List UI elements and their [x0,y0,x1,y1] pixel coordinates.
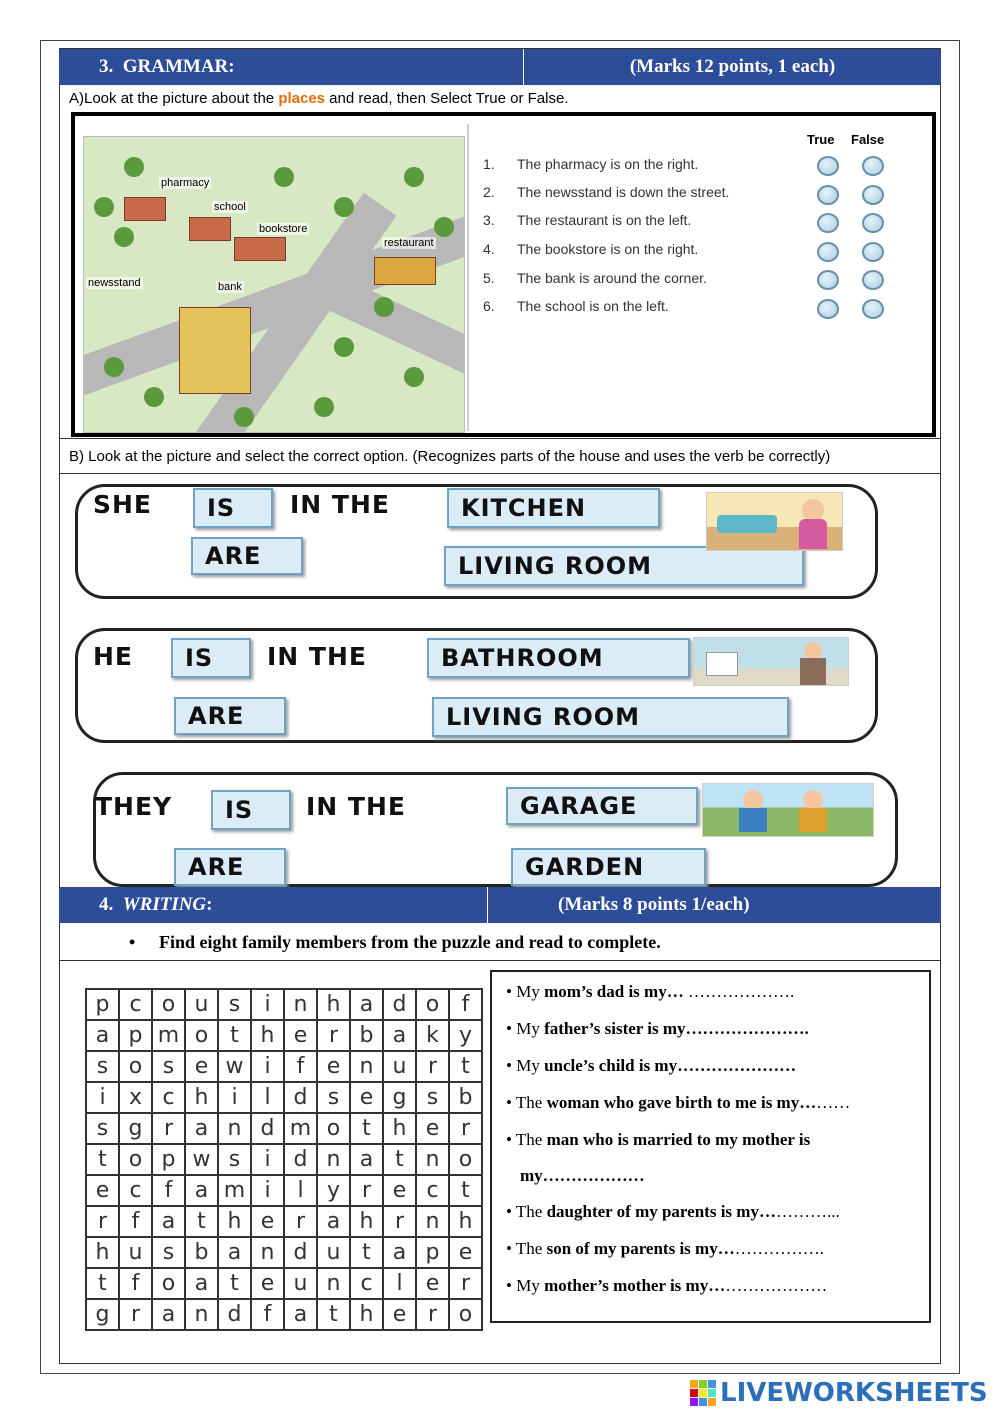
false-radio-2[interactable] [862,185,884,205]
puzzle-cell[interactable]: o [416,989,449,1020]
map-label-school: school [214,201,246,213]
puzzle-cell[interactable]: b [350,1020,383,1051]
puzzle-row [86,1299,482,1330]
puzzle-cell[interactable]: a [350,989,383,1020]
statement-6: 6. The school is on the left. [483,298,669,314]
puzzle-cell[interactable]: n [284,989,317,1020]
map-label-restaurant: restaurant [384,237,434,249]
clue-line [506,1202,840,1222]
puzzle-cell[interactable]: r [119,1299,152,1330]
writing-marks: (Marks 8 points 1/each) [558,894,750,915]
statement-2: 2. The newsstand is down the street. [483,184,730,200]
puzzle-row [86,1268,482,1299]
clue-line [506,1093,850,1113]
town-map-image [83,136,465,433]
puzzle-cell[interactable]: s [416,1082,449,1113]
puzzle-cell[interactable]: x [119,1082,152,1113]
puzzle-cell[interactable]: c [416,1175,449,1206]
puzzle-cell[interactable]: y [317,1175,350,1206]
puzzle-cell[interactable]: e [383,1299,416,1330]
option-garden[interactable]: GARDEN [511,848,706,886]
option-is-3[interactable]: IS [211,790,291,830]
puzzle-cell[interactable]: f [251,1299,284,1330]
puzzle-cell[interactable]: n [317,1268,350,1299]
puzzle-cell[interactable]: n [416,1144,449,1175]
puzzle-row [86,1237,482,1268]
puzzle-cell[interactable]: t [218,1268,251,1299]
puzzle-cell[interactable]: t [218,1020,251,1051]
puzzle-cell[interactable]: r [449,1113,482,1144]
liveworksheets-logo [690,1378,988,1408]
puzzle-cell[interactable]: t [449,1051,482,1082]
puzzle-cell[interactable]: b [449,1082,482,1113]
puzzle-cell[interactable]: f [152,1175,185,1206]
old-man-illustration [693,637,849,686]
puzzle-cell[interactable]: a [218,1237,251,1268]
word-search-puzzle[interactable] [85,988,483,1331]
statement-5: 5. The bank is around the corner. [483,270,707,286]
puzzle-cell[interactable]: c [119,1175,152,1206]
puzzle-cell[interactable]: i [251,1051,284,1082]
puzzle-cell[interactable]: m [284,1113,317,1144]
puzzle-cell[interactable]: e [284,1020,317,1051]
puzzle-cell[interactable]: e [185,1051,218,1082]
in-the-1: IN THE [290,490,390,519]
clue-lead: The [515,1130,547,1149]
subject-he: HE [93,642,134,671]
true-radio-3[interactable] [817,213,839,233]
puzzle-cell[interactable]: r [86,1206,119,1237]
subject-they: THEY [95,792,173,821]
true-radio-6[interactable] [817,299,839,319]
places-highlight: places [278,90,326,107]
puzzle-cell[interactable]: t [317,1299,350,1330]
bullet: • [506,1019,517,1038]
bullet: • [506,1202,516,1221]
logo-text: LIVEWORKSHEETS [720,1378,988,1408]
puzzle-row [86,1113,482,1144]
statement-4: 4. The bookstore is on the right. [483,241,699,257]
puzzle-cell[interactable]: t [86,1144,119,1175]
clue-text: mother’s mother is my… [544,1276,726,1295]
puzzle-cell[interactable]: t [383,1144,416,1175]
map-label-bookstore: bookstore [259,223,308,235]
puzzle-cell[interactable]: h [185,1082,218,1113]
puzzle-cell[interactable]: o [152,1268,185,1299]
clue-line [506,1276,827,1296]
puzzle-cell[interactable]: s [218,1144,251,1175]
option-living-room-2[interactable]: LIVING ROOM [432,697,789,737]
puzzle-cell[interactable]: g [383,1082,416,1113]
puzzle-cell[interactable]: e [86,1175,119,1206]
puzzle-cell[interactable]: w [185,1144,218,1175]
subject-she: SHE [93,490,153,519]
clue-text: daughter of my parents is my… [546,1202,776,1221]
writing-instruction: Find eight family members from the puzzle and read to complete. [159,932,661,952]
clue-text: my……………… [520,1166,645,1185]
answer-blank[interactable]: ……………… [725,1276,828,1295]
puzzle-cell[interactable]: a [383,1020,416,1051]
option-kitchen[interactable]: KITCHEN [447,488,660,528]
puzzle-cell[interactable]: r [284,1206,317,1237]
puzzle-cell[interactable]: u [317,1237,350,1268]
puzzle-cell[interactable]: r [383,1206,416,1237]
puzzle-cell[interactable]: c [152,1082,185,1113]
puzzle-cell[interactable]: i [86,1082,119,1113]
puzzle-cell[interactable]: h [86,1237,119,1268]
true-header: True [807,132,835,147]
option-is-2[interactable]: IS [171,638,251,678]
puzzle-cell[interactable]: l [251,1082,284,1113]
places-exercise [71,112,936,437]
logo-square [699,1380,707,1388]
clue-text: uncle’s child is my………………… [544,1056,797,1075]
bullet: • [506,1056,517,1075]
puzzle-cell[interactable]: d [284,1237,317,1268]
clue-text: mom’s dad is my… [544,982,684,1001]
puzzle-cell[interactable]: r [449,1268,482,1299]
logo-icon [690,1380,716,1406]
puzzle-cell[interactable]: i [251,1144,284,1175]
part-b-instruction: B) Look at the picture and select the correct option. (Recognizes parts of the house and uses the verb be correctly) [59,444,941,474]
puzzle-cell[interactable]: i [251,1175,284,1206]
puzzle-cell[interactable]: o [449,1144,482,1175]
false-radio-3[interactable] [862,213,884,233]
puzzle-cell[interactable]: a [185,1175,218,1206]
puzzle-cell[interactable]: r [317,1020,350,1051]
girl-illustration [706,492,843,551]
clue-lead: The [515,1239,547,1258]
answer-blank[interactable]: ………... [775,1202,840,1221]
bullet: • [506,1130,516,1149]
puzzle-cell[interactable]: r [416,1299,449,1330]
puzzle-cell[interactable]: a [152,1299,185,1330]
map-label-bank: bank [218,281,242,293]
puzzle-cell[interactable]: e [383,1175,416,1206]
logo-square [708,1398,716,1406]
puzzle-cell[interactable]: p [152,1144,185,1175]
puzzle-cell[interactable]: t [449,1175,482,1206]
puzzle-cell[interactable]: a [383,1237,416,1268]
in-the-3: IN THE [306,792,406,821]
true-false-panel [467,124,925,431]
puzzle-cell[interactable]: o [449,1299,482,1330]
puzzle-cell[interactable]: e [317,1051,350,1082]
puzzle-cell[interactable]: o [317,1113,350,1144]
puzzle-cell[interactable]: i [218,1082,251,1113]
clue-lead: My [516,1019,545,1038]
puzzle-cell[interactable]: u [185,989,218,1020]
puzzle-cell[interactable]: r [416,1051,449,1082]
puzzle-cell[interactable]: s [152,1237,185,1268]
puzzle-row [86,1144,482,1175]
option-garage[interactable]: GARAGE [506,787,698,825]
grammar-header [59,49,941,85]
puzzle-cell[interactable]: e [350,1082,383,1113]
statement-1: 1. The pharmacy is on the right. [483,156,699,172]
true-radio-4[interactable] [817,242,839,262]
puzzle-cell[interactable]: p [119,1020,152,1051]
puzzle-cell[interactable]: o [119,1144,152,1175]
puzzle-cell[interactable]: n [416,1206,449,1237]
puzzle-cell[interactable]: n [251,1237,284,1268]
puzzle-cell[interactable]: u [383,1051,416,1082]
clue-text: son of my parents is my… [546,1239,735,1258]
clue-lead: The [515,1202,547,1221]
writing-title: WRITING [122,894,207,915]
clue-lead: My [516,1276,545,1295]
puzzle-cell[interactable]: p [416,1237,449,1268]
puzzle-cell[interactable]: d [284,1144,317,1175]
puzzle-cell[interactable]: m [152,1020,185,1051]
grammar-number: 3. [99,56,114,77]
bullet: • [506,1093,516,1112]
clue-text: woman who gave birth to me is my… [546,1093,817,1112]
answer-blank[interactable]: …… [816,1093,851,1112]
kids-garden-illustration [702,783,874,837]
statement-3: 3. The restaurant is on the left. [483,212,692,228]
clue-text: man who is married to my mother is [546,1130,811,1149]
logo-square [690,1389,698,1397]
option-are-2[interactable]: ARE [174,697,286,735]
puzzle-row [86,989,482,1020]
puzzle-cell[interactable]: a [185,1268,218,1299]
puzzle-cell[interactable]: p [86,989,119,1020]
puzzle-cell[interactable]: a [185,1113,218,1144]
puzzle-cell[interactable]: n [350,1051,383,1082]
clue-line [506,1019,809,1039]
puzzle-cell[interactable]: f [284,1051,317,1082]
logo-square [708,1389,716,1397]
false-header: False [851,132,885,147]
clue-line [506,982,794,1002]
puzzle-cell[interactable]: s [218,989,251,1020]
puzzle-cell[interactable]: a [317,1206,350,1237]
puzzle-cell[interactable]: a [86,1020,119,1051]
logo-square [699,1398,707,1406]
clue-lead: The [515,1093,547,1112]
bullet: • [506,1276,517,1295]
logo-square [699,1389,707,1397]
puzzle-cell[interactable]: h [251,1020,284,1051]
puzzle-cell[interactable]: s [152,1051,185,1082]
puzzle-row [86,1082,482,1113]
puzzle-cell[interactable]: d [218,1299,251,1330]
clue-line [506,1239,824,1259]
puzzle-cell[interactable]: g [119,1113,152,1144]
false-radio-1[interactable] [862,156,884,176]
puzzle-cell[interactable]: d [284,1082,317,1113]
puzzle-cell[interactable]: o [152,989,185,1020]
writing-instruction-row: • Find eight family members from the puzzle and read to complete. [59,923,941,961]
puzzle-cell[interactable]: m [218,1175,251,1206]
puzzle-cell[interactable]: n [317,1144,350,1175]
puzzle-cell[interactable]: k [416,1020,449,1051]
puzzle-cell[interactable]: d [251,1113,284,1144]
logo-square [690,1380,698,1388]
false-radio-6[interactable] [862,299,884,319]
bullet: • [506,1239,516,1258]
clue-line [506,1130,810,1150]
option-are-1[interactable]: ARE [191,537,303,575]
true-radio-1[interactable] [817,156,839,176]
puzzle-cell[interactable]: w [218,1051,251,1082]
puzzle-cell[interactable]: h [449,1206,482,1237]
puzzle-cell[interactable]: h [350,1206,383,1237]
writing-header: 4. WRITING : (Marks 8 points 1/each) [59,887,941,923]
option-living-room-1[interactable]: LIVING ROOM [444,546,804,586]
part-a-instruction: A)Look at the picture about the places and read, then Select True or False. [69,90,569,107]
puzzle-cell[interactable]: u [284,1268,317,1299]
false-radio-5[interactable] [862,270,884,290]
clue-text: father’s sister is my…………………. [544,1019,809,1038]
puzzle-cell[interactable]: a [350,1144,383,1175]
puzzle-cell[interactable]: s [86,1051,119,1082]
puzzle-cell[interactable]: e [251,1268,284,1299]
puzzle-cell[interactable]: t [350,1113,383,1144]
in-the-2: IN THE [267,642,367,671]
clues-box [490,970,931,1323]
clue-line [520,1166,645,1186]
puzzle-cell[interactable]: f [119,1206,152,1237]
option-are-3[interactable]: ARE [174,848,286,886]
clue-lead: My [516,1056,545,1075]
puzzle-row [86,1175,482,1206]
puzzle-cell[interactable]: o [119,1051,152,1082]
puzzle-cell[interactable]: s [317,1082,350,1113]
puzzle-cell[interactable]: g [86,1299,119,1330]
puzzle-cell[interactable]: h [317,989,350,1020]
puzzle-cell[interactable]: e [449,1237,482,1268]
grammar-marks: (Marks 12 points, 1 each) [629,56,836,77]
puzzle-cell[interactable]: f [119,1268,152,1299]
answer-blank[interactable]: ……………. [734,1239,824,1258]
true-radio-2[interactable] [817,185,839,205]
map-label-newsstand: newsstand [88,277,141,289]
clue-line [506,1056,796,1076]
puzzle-cell[interactable]: n [218,1113,251,1144]
bullet: • [506,982,517,1001]
puzzle-cell[interactable]: h [350,1299,383,1330]
puzzle-cell[interactable]: n [185,1299,218,1330]
puzzle-cell[interactable]: e [416,1268,449,1299]
puzzle-cell[interactable]: c [350,1268,383,1299]
option-is-1[interactable]: IS [193,488,273,528]
puzzle-cell[interactable]: e [416,1113,449,1144]
puzzle-cell[interactable]: a [152,1206,185,1237]
puzzle-cell[interactable]: i [251,989,284,1020]
option-bathroom[interactable]: BATHROOM [427,638,690,678]
puzzle-cell[interactable]: d [383,989,416,1020]
puzzle-cell[interactable]: l [284,1175,317,1206]
answer-blank[interactable]: ………………. [683,982,795,1001]
logo-square [690,1398,698,1406]
puzzle-row [86,1206,482,1237]
puzzle-cell[interactable]: y [449,1020,482,1051]
true-radio-5[interactable] [817,270,839,290]
puzzle-cell[interactable]: b [185,1237,218,1268]
puzzle-cell[interactable]: s [86,1113,119,1144]
grammar-title: GRAMMAR: [122,56,235,77]
map-label-pharmacy: pharmacy [161,177,210,189]
puzzle-cell[interactable]: h [218,1206,251,1237]
writing-number: 4. [99,894,114,915]
puzzle-cell[interactable]: o [185,1020,218,1051]
puzzle-cell[interactable]: t [185,1206,218,1237]
puzzle-cell[interactable]: e [251,1206,284,1237]
puzzle-cell[interactable]: l [383,1268,416,1299]
puzzle-cell[interactable]: t [86,1268,119,1299]
logo-square [708,1380,716,1388]
puzzle-cell[interactable]: h [383,1113,416,1144]
puzzle-cell[interactable]: a [284,1299,317,1330]
puzzle-cell[interactable]: c [119,989,152,1020]
puzzle-row [86,1051,482,1082]
puzzle-cell[interactable]: r [350,1175,383,1206]
puzzle-row [86,1020,482,1051]
puzzle-cell[interactable]: t [350,1237,383,1268]
puzzle-cell[interactable]: u [119,1237,152,1268]
clue-lead: My [516,982,545,1001]
false-radio-4[interactable] [862,242,884,262]
puzzle-cell[interactable]: r [152,1113,185,1144]
puzzle-cell[interactable]: f [449,989,482,1020]
